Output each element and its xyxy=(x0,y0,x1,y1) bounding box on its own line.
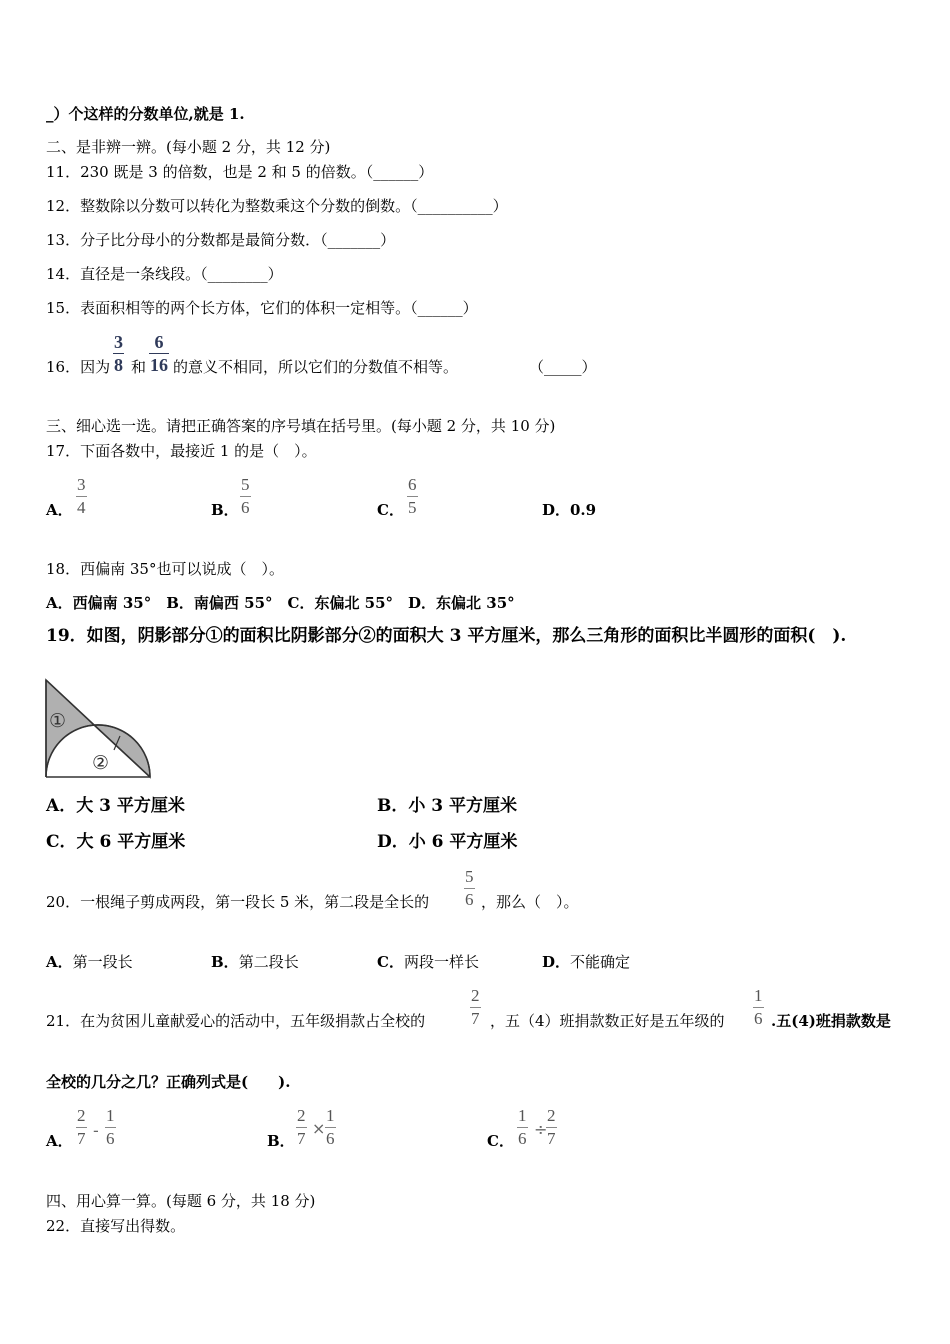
q20-option-b: B．第二段长 xyxy=(211,953,299,971)
section-2-header: 二、是非辨一辨。(每小题 2 分，共 12 分) xyxy=(46,138,331,156)
q21-option-b-label: B． xyxy=(267,1132,295,1150)
question-14: 14．直径是一条线段。（________） xyxy=(46,265,283,283)
question-13: 13．分子比分母小的分数都是最简分数．（_______） xyxy=(46,231,396,249)
q21-option-c-fraction-2: 2 7 xyxy=(547,1106,556,1148)
q19-figure-label-2: ② xyxy=(92,752,110,774)
q20-option-a: A．第一段长 xyxy=(46,953,133,971)
q20-option-c: C．两段一样长 xyxy=(377,953,479,971)
question-17: 17．下面各数中，最接近 1 的是（ ）。 xyxy=(46,442,317,460)
question-21-mid: ，五（4）班捐款数正好是五年级的 xyxy=(490,1012,725,1030)
q19-option-b: B．小 3 平方厘米 xyxy=(377,796,518,816)
question-21-prefix: 21．在为贫困儿童献爱心的活动中，五年级捐款占全校的 xyxy=(46,1012,426,1030)
q19-option-a: A．大 3 平方厘米 xyxy=(46,796,185,816)
q21-option-c-label: C． xyxy=(487,1132,514,1150)
question-16-blank: （_____） xyxy=(529,358,597,376)
q21-option-b-fraction-2: 1 6 xyxy=(326,1106,335,1148)
q21-fraction-2-7: 2 7 xyxy=(471,986,480,1028)
q20-fraction-5-6: 5 6 xyxy=(465,867,474,909)
question-18: 18．西偏南 35°也可以说成（ ）。 xyxy=(46,560,284,578)
q19-figure-label-1: ① xyxy=(49,710,67,732)
q21-option-a-label: A． xyxy=(46,1132,73,1150)
question-16-and: 和 xyxy=(131,358,147,376)
previous-question-tail: _）个这样的分数单位,就是 1. xyxy=(46,105,245,123)
q17-option-d-text: 0.9 xyxy=(570,501,597,519)
q17-option-d-label: D． xyxy=(542,501,571,519)
question-16-rest: 的意义不相同，所以它们的分数值不相等。 xyxy=(173,358,459,376)
question-21-suffix: .五(4)班捐款数是 xyxy=(771,1012,891,1030)
q21-fraction-1-6: 1 6 xyxy=(754,986,763,1028)
question-12: 12．整数除以分数可以转化为整数乘这个分数的倒数。（__________） xyxy=(46,197,508,215)
question-19: 19．如图，阴影部分①的面积比阴影部分②的面积大 3 平方厘米，那么三角形的面积比半圆形的面积( ). xyxy=(46,626,847,646)
question-21-line-2: 全校的几分之几？正确列式是( ). xyxy=(46,1073,291,1091)
fraction-6-16: 6 16 xyxy=(150,332,168,375)
q21-option-a-fraction-1: 2 7 xyxy=(77,1106,86,1148)
question-20-prefix: 20．一根绳子剪成两段，第一段长 5 米，第二段是全长的 xyxy=(46,893,430,911)
section-4-header: 四、用心算一算。(每题 6 分，共 18 分) xyxy=(46,1192,316,1210)
question-15: 15．表面积相等的两个长方体，它们的体积一定相等。（______） xyxy=(46,299,478,317)
multiply-operator: × xyxy=(312,1119,326,1138)
question-20-suffix: ，那么（ ）。 xyxy=(481,893,579,911)
question-18-options: A．西偏南 35° B．南偏西 55° C．东偏北 55° D．东偏北 35° xyxy=(46,594,515,612)
q19-option-c: C．大 6 平方厘米 xyxy=(46,832,186,852)
q17-option-a-label: A． xyxy=(46,501,73,519)
q17-option-c-fraction: 6 5 xyxy=(408,475,417,517)
section-3-header: 三、细心选一选。请把正确答案的序号填在括号里。(每小题 2 分，共 10 分) xyxy=(46,417,556,435)
q21-option-b-fraction-1: 2 7 xyxy=(297,1106,306,1148)
q20-option-d: D．不能确定 xyxy=(542,953,631,971)
q17-option-c-label: C． xyxy=(377,501,404,519)
q17-option-b-label: B． xyxy=(211,501,239,519)
divide-operator: ÷ xyxy=(534,1120,548,1139)
fraction-3-8: 3 8 xyxy=(114,332,123,375)
q17-option-b-fraction: 5 6 xyxy=(241,475,250,517)
question-22: 22．直接写出得数。 xyxy=(46,1217,186,1235)
q21-option-a-fraction-2: 1 6 xyxy=(106,1106,115,1148)
q19-option-d: D．小 6 平方厘米 xyxy=(377,832,518,852)
q21-option-c-fraction-1: 1 6 xyxy=(518,1106,527,1148)
minus-operator: - xyxy=(93,1121,99,1140)
question-11: 11．230 既是 3 的倍数，也是 2 和 5 的倍数。（______） xyxy=(46,163,434,181)
question-16-prefix: 16．因为 xyxy=(46,358,111,376)
q17-option-a-fraction: 3 4 xyxy=(77,475,86,517)
